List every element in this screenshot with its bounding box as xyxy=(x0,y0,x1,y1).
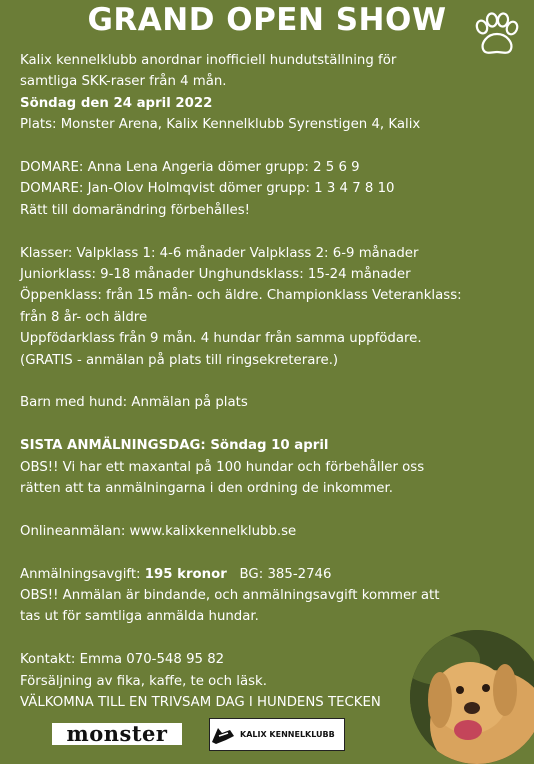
fee-amount: 195 kronor xyxy=(144,566,227,582)
dog-photo xyxy=(410,630,534,764)
poster-body xyxy=(20,50,520,713)
registration-deadline: SISTA ANMÄLNINGSDAG: Söndag 10 april xyxy=(20,438,329,454)
kalix-logo-text: KALIX KENNELKLUBB xyxy=(240,730,335,739)
welcome: VÄLKOMNA TILL EN TRIVSAM DAG I HUNDENS TECKEN xyxy=(20,695,381,711)
judge-1: DOMARE: Anna Lena Angeria dömer grupp: 2 5 6 9 xyxy=(20,160,360,176)
bank-giro: BG: 385-2746 xyxy=(226,566,332,582)
classes-line-4: från 8 år- och äldre xyxy=(20,309,148,325)
online-registration: Onlineanmälan: www.kalixkennelklubb.se xyxy=(20,523,297,539)
classes-line-2: Juniorklass: 9-18 månader Unghundsklass: 15-24 månader xyxy=(20,267,411,283)
judge-2: DOMARE: Jan-Olov Holmqvist dömer grupp: 1 3 4 7 8 10 xyxy=(20,181,395,197)
intro-line-1: Kalix kennelklubb anordnar inofficiell hundutställning för xyxy=(20,53,397,68)
registration-fee xyxy=(20,564,520,585)
contact: Kontakt: Emma 070-548 95 82 xyxy=(20,652,225,668)
poster-title: GRAND OPEN SHOW xyxy=(87,2,447,38)
classes-line-5: Uppfödarklass från 9 mån. 4 hundar från samma uppfödare. xyxy=(20,331,422,347)
judge-note: Rätt till domarändring förbehålles! xyxy=(20,202,250,218)
obs-2-line-1: OBS!! Anmälan är bindande, och anmälningsavgift kommer att xyxy=(20,588,440,604)
sales: Försäljning av fika, kaffe, te och läsk. xyxy=(20,673,267,689)
classes-line-6: (GRATIS - anmälan på plats till ringsekreterare.) xyxy=(20,352,339,368)
classes-line-1: Klasser: Valpklass 1: 4-6 månader Valpklass 2: 6-9 månader xyxy=(20,245,419,261)
obs-1-line-1: OBS!! Vi har ett maxantal på 100 hundar och förbehåller oss xyxy=(20,459,425,475)
kalix-kennelklubb-logo xyxy=(209,718,345,751)
obs-1-line-2: rätten att ta anmälningarna i den ordning de inkommer. xyxy=(20,481,393,497)
event-date: Söndag den 24 april 2022 xyxy=(20,95,213,111)
kalix-dog-emblem-icon xyxy=(210,724,236,746)
monster-logo: monster xyxy=(52,723,182,745)
intro-line-2: samtliga SKK-raser från 4 mån. xyxy=(20,74,227,90)
event-place: Plats: Monster Arena, Kalix Kennelklubb Syrenstigen 4, Kalix xyxy=(20,117,421,133)
obs-2-line-2: tas ut för samtliga anmälda hundar. xyxy=(20,609,259,625)
classes-line-3: Öppenklass: från 15 mån- och äldre. Championklass Veteranklass: xyxy=(20,288,462,304)
fee-label: Anmälningsavgift: xyxy=(20,566,145,582)
kids-with-dogs: Barn med hund: Anmälan på plats xyxy=(20,395,248,411)
